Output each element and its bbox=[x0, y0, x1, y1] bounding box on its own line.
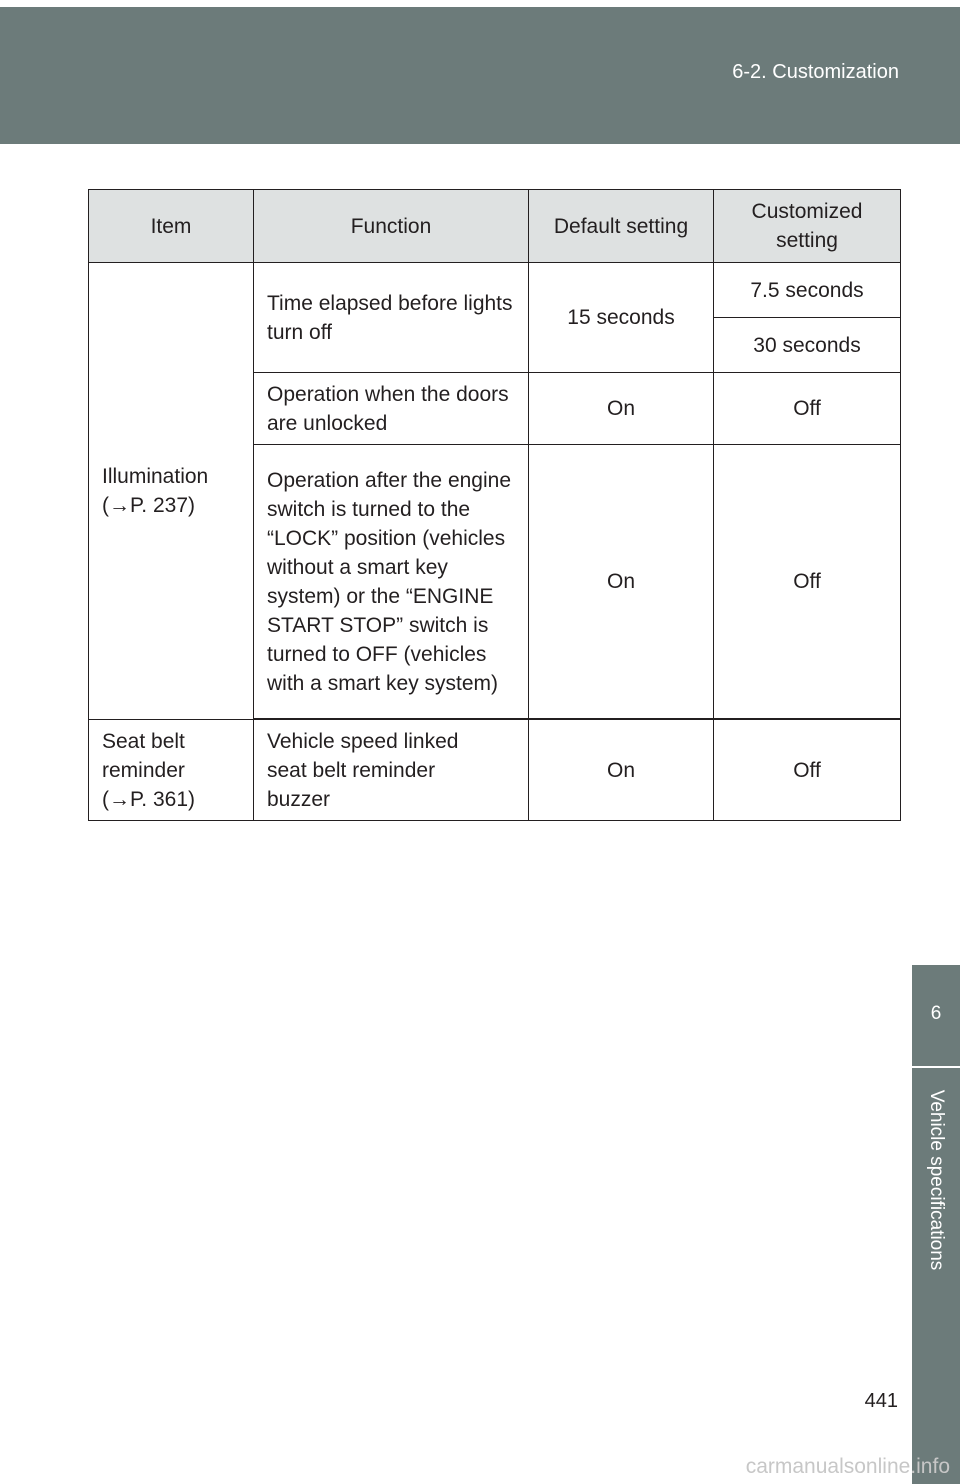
item-illumination bbox=[89, 263, 254, 720]
item-seat-belt bbox=[89, 720, 254, 821]
custom-cell: 7.5 seconds bbox=[714, 263, 901, 318]
header-customized-setting-text: Customized setting bbox=[751, 200, 863, 252]
function-cell: Time elapsed before lights turn off bbox=[254, 263, 529, 373]
chapter-tab-divider bbox=[912, 1066, 960, 1068]
chapter-label: Vehicle specifications bbox=[926, 1089, 947, 1271]
custom-cell: Off bbox=[714, 373, 901, 445]
default-cell: On bbox=[529, 720, 714, 821]
section-title: 6-2. Customization bbox=[732, 61, 899, 83]
table-row bbox=[89, 263, 901, 318]
header-item: Item bbox=[89, 190, 254, 263]
default-cell: On bbox=[529, 373, 714, 445]
table-row bbox=[89, 720, 901, 821]
chapter-number: 6 bbox=[930, 1003, 942, 1024]
default-cell: On bbox=[529, 445, 714, 719]
watermark: carmanualsonline.info bbox=[745, 1455, 950, 1478]
item-illumination-name: Illumination bbox=[102, 465, 209, 488]
item-illumination-ref: (→P. 237) bbox=[102, 494, 195, 517]
header-default-setting: Default setting bbox=[529, 190, 714, 263]
function-cell: Vehicle speed linked seat belt reminder buzzer bbox=[254, 720, 529, 821]
page-number: 441 bbox=[864, 1390, 898, 1412]
custom-cell: 30 seconds bbox=[714, 318, 901, 373]
custom-cell: Off bbox=[714, 720, 901, 821]
table-header-row bbox=[89, 190, 901, 263]
header-function: Function bbox=[254, 190, 529, 263]
header-customized-setting bbox=[714, 190, 901, 263]
item-seat-belt-ref: (→P. 361) bbox=[102, 787, 195, 811]
item-seat-belt-name: Seat belt reminder bbox=[102, 729, 185, 782]
default-cell: 15 seconds bbox=[529, 263, 714, 373]
function-cell: Operation after the engine switch is turned to the “LOCK” position (vehicles without a smart key system) or the “ENGINE START STOP” switch is turned to OFF (vehicles with a smart key system) bbox=[254, 445, 529, 719]
customization-table bbox=[88, 189, 901, 821]
function-cell: Operation when the doors are unlocked bbox=[254, 373, 529, 445]
custom-cell: Off bbox=[714, 445, 901, 719]
